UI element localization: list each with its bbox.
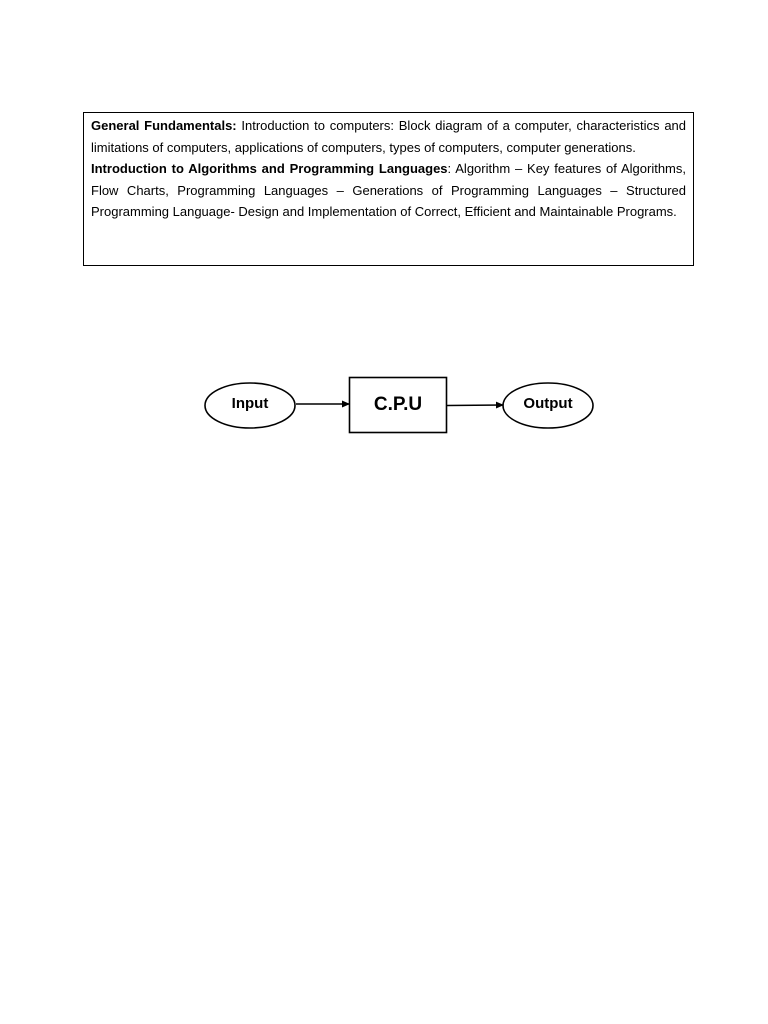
section-heading-general-fundamentals: General Fundamentals: xyxy=(91,118,237,133)
input-label: Input xyxy=(231,395,269,412)
cpu-label: C.P.U xyxy=(373,394,423,415)
input-node xyxy=(205,383,295,428)
section-heading-algorithms: Introduction to Algorithms and Programming Languages xyxy=(91,161,448,177)
section-body-general-fundamentals: Introduction to computers: Block diagram of a computer, characteristics and limitations of computers, applications of computers, types of computers, computer generations. xyxy=(91,118,687,155)
section-body-algorithms: : Algorithm – Key features of Algorithms, Flow Charts, Programming Languages – Generations of Programming Languages – Structured Programming Language- Design and Implementation of Correct, Efficient and Maintainable Programs. xyxy=(91,161,686,220)
cpu-node xyxy=(350,378,447,433)
arrow-cpu-to-output xyxy=(447,405,503,406)
output-node xyxy=(503,383,593,428)
output-label: Output xyxy=(523,395,573,412)
